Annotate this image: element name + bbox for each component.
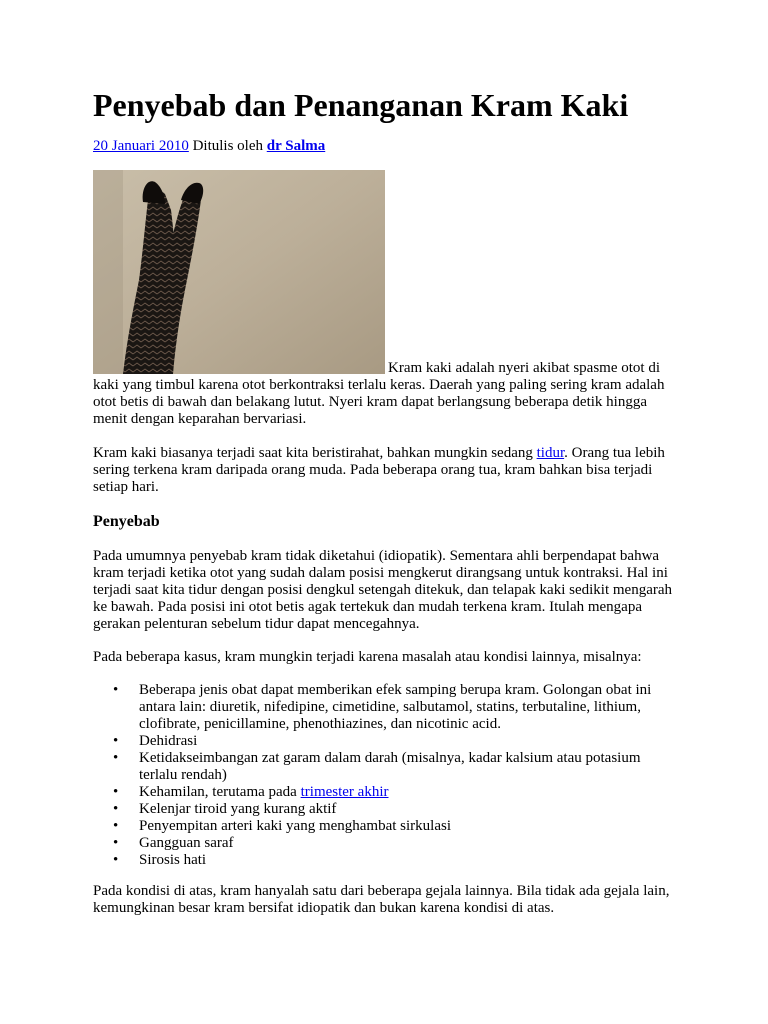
bullet-icon: • (113, 750, 119, 766)
list-item (93, 784, 673, 801)
bullet-icon: • (113, 733, 119, 749)
list-item (93, 801, 673, 818)
intro-text: Kram kaki adalah nyeri akibat spasme otot di kaki yang timbul karena otot berkontraksi terlalu keras. Daerah yang paling sering kram adalah otot betis di bawah dan belakang lutut. Nyeri kram dapat berlangsung beberapa detik hingga menit dengan keparahan bervariasi. (93, 360, 665, 427)
byline-label: Ditulis oleh (192, 138, 263, 154)
list-item-text: Beberapa jenis obat dapat memberikan efek samping berupa kram. Golongan obat ini antara lain: diuretik, nifedipine, cimetidine, salbutamol, statins, terbutaline, lithium, clofibrate, penicillamine, phenothiazines, dan nicotinic acid. (139, 682, 652, 732)
intro-paragraph (93, 360, 673, 428)
list-item (93, 818, 673, 835)
paragraph-2-text-start: Kram kaki biasanya terjadi saat kita beristirahat, bahkan mungkin sedang (93, 445, 537, 461)
post-date-link[interactable]: 20 Januari 2010 (93, 138, 189, 154)
list-item (93, 682, 673, 733)
list-item (93, 835, 673, 852)
causes-list (93, 682, 673, 869)
list-item-text: Penyempitan arteri kaki yang menghambat sirkulasi (139, 818, 451, 834)
paragraph-2-text-end: . Orang tua lebih sering terkena kram daripada orang muda. Pada beberapa orang tua, kram bahkan bisa terjadi setiap hari. (93, 445, 665, 495)
bullet-icon: • (113, 682, 119, 698)
trimester-akhir-link[interactable]: trimester akhir (300, 784, 389, 800)
bullet-icon: • (113, 801, 119, 817)
post-meta (93, 137, 325, 155)
author-link[interactable]: dr Salma (266, 138, 326, 154)
list-item-text: Ketidakseimbangan zat garam dalam darah (misalnya, kadar kalsium atau potasium terlalu rendah) (139, 750, 641, 783)
image-float-gap (93, 371, 388, 372)
article-photo (93, 170, 385, 374)
bullet-icon: • (113, 852, 119, 868)
page-title: Penyebab dan Penanganan Kram Kaki (93, 87, 629, 123)
list-item (93, 852, 673, 869)
list-item-text: Sirosis hati (139, 852, 207, 868)
bullet-icon: • (113, 818, 119, 834)
section-heading-penyebab: Penyebab (93, 513, 160, 530)
bullet-icon: • (113, 835, 119, 851)
list-item (93, 733, 673, 750)
paragraph-4: Pada beberapa kasus, kram mungkin terjadi karena masalah atau kondisi lainnya, misalnya: (93, 649, 642, 665)
paragraph-2 (93, 445, 673, 496)
list-item-text: Kehamilan, terutama pada (139, 784, 301, 800)
tidur-link[interactable]: tidur (536, 445, 565, 461)
list-item-text: Gangguan saraf (139, 835, 234, 851)
list-item-text: Dehidrasi (139, 733, 198, 749)
paragraph-3: Pada umumnya penyebab kram tidak diketahui (idiopatik). Sementara ahli berpendapat bahwa kram terjadi ketika otot yang sudah dalam posisi mengkerut dirangsang untuk kontraksi. Hal ini terjadi saat kita tidur dengan posisi dengkul setengah ditekuk, dan telapak kaki sedikit mengarah ke bawah. Pada posisi ini otot betis agak tertekuk dan mudah terkena kram. Itulah mengapa gerakan pelenturan sebelum tidur dapat mencegahnya. (93, 548, 673, 632)
paragraph-5: Pada kondisi di atas, kram hanyalah satu dari beberapa gejala lainnya. Bila tidak ada gejala lain, kemungkinan besar kram bersifat idiopatik dan bukan karena kondisi di atas. (93, 883, 670, 916)
list-item (93, 750, 673, 784)
bullet-icon: • (113, 784, 119, 800)
list-item-text: Kelenjar tiroid yang kurang aktif (139, 801, 337, 817)
